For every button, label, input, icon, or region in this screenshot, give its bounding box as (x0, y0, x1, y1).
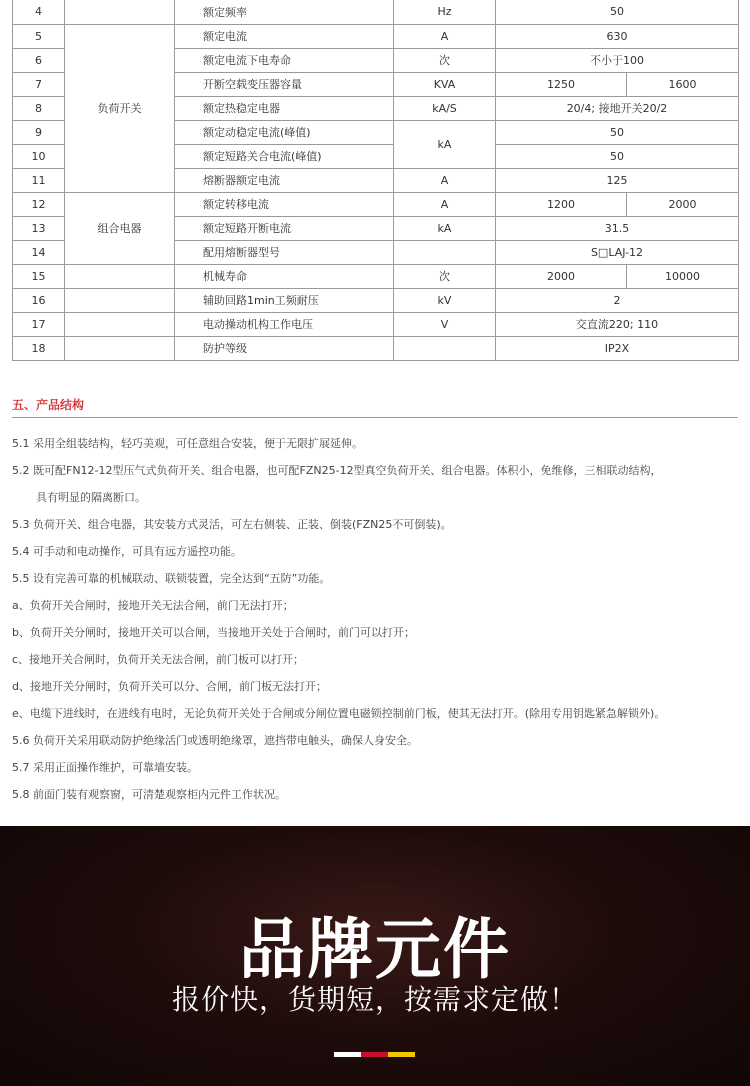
list-item: 5.7 采用正面操作维护，可靠墙安装。 (12, 761, 198, 774)
structure-section (12, 396, 738, 418)
banner-title: 品牌元件 (239, 911, 511, 988)
list-item: c、接地开关合闸时，负荷开关无法合闸，前门板可以打开； (12, 653, 305, 666)
list-item: a、负荷开关合闸时，接地开关无法合闸，前门无法打开； (12, 599, 294, 612)
list-item: b、负荷开关分闸时，接地开关可以合闸，当接地开关处于合闸时，前门可以打开； (12, 626, 415, 639)
table-row: 13 额定短路开断电流 kA 31.5 (13, 216, 739, 240)
table-row: 11 熔断器额定电流 A 125 (13, 168, 739, 192)
group-label-combo: 组合电器 (65, 192, 175, 264)
list-item: 5.5 设有完善可靠的机械联动、联锁装置，完全达到“五防”功能。 (12, 572, 331, 585)
stripe-white (334, 1052, 361, 1057)
table-row: 14 配用熔断器型号 S□LAJ-12 (13, 240, 739, 264)
list-item: 5.8 前面门装有观察窗，可清楚观察柜内元件工作状况。 (12, 788, 286, 801)
brand-banner (0, 826, 750, 1086)
table-row: 18 防护等级 IP2X (13, 336, 739, 360)
table-row: 7 开断空载变压器容量 KVA 1250 1600 (13, 72, 739, 96)
list-item: 5.3 负荷开关、组合电器，其安装方式灵活，可左右侧装、正装、倒装(FZN25不可倒装)。 (12, 518, 452, 531)
spec-table (12, 0, 739, 361)
stripe-yellow (388, 1052, 415, 1057)
table-row: 8 额定热稳定电器 kA/S 20/4; 接地开关20/2 (13, 96, 739, 120)
banner-subtitle: 报价快，货期短，按需求定做！ (171, 983, 578, 1016)
table-row: 5 负荷开关 额定电流 A 630 (13, 24, 739, 48)
table-row: 16 辅助回路1min工频耐压 kV 2 (13, 288, 739, 312)
stripe-red (361, 1052, 388, 1057)
structure-list (12, 430, 742, 808)
table-row: 10 额定短路关合电流(峰值) 50 (13, 144, 739, 168)
list-item: e、电缆下进线时，在进线有电时，无论负荷开关处于合闸或分闸位置电磁锁控制前门板，使其无法打开。(除用专用钥匙紧急解锁外)。 (12, 707, 666, 720)
list-item: 5.6 负荷开关采用联动防护绝缘活门或透明绝缘罩，遮挡带电触头，确保人身安全。 (12, 734, 418, 747)
table-row: 4 额定频率 Hz 50 (13, 0, 739, 24)
list-item: 具有明显的隔离断口。 (36, 491, 146, 504)
table-row: 17 电动操动机构工作电压 V 交直流220; 110 (13, 312, 739, 336)
list-item: 5.1 采用全组装结构，轻巧美观，可任意组合安装，便于无限扩展延伸。 (12, 437, 363, 450)
table-row: 9 额定动稳定电流(峰值) kA 50 (13, 120, 739, 144)
list-item: 5.4 可手动和电动操作，可具有远方遥控功能。 (12, 545, 242, 558)
table-row: 15 机械寿命 次 2000 10000 (13, 264, 739, 288)
section-title: 五、产品结构 (12, 396, 738, 418)
table-row: 6 额定电流下电寿命 次 不小于100 (13, 48, 739, 72)
list-item: 5.2 既可配FN12-12型压气式负荷开关、组合电器，也可配FZN25-12型真空负荷开关、组合电器。体积小，免维修，三相联动结构， (12, 464, 662, 477)
group-label-load-switch: 负荷开关 (65, 24, 175, 192)
table-row: 12 组合电器 额定转移电流 A 1200 2000 (13, 192, 739, 216)
list-item: d、接地开关分闸时，负荷开关可以分、合闸，前门板无法打开； (12, 680, 327, 693)
